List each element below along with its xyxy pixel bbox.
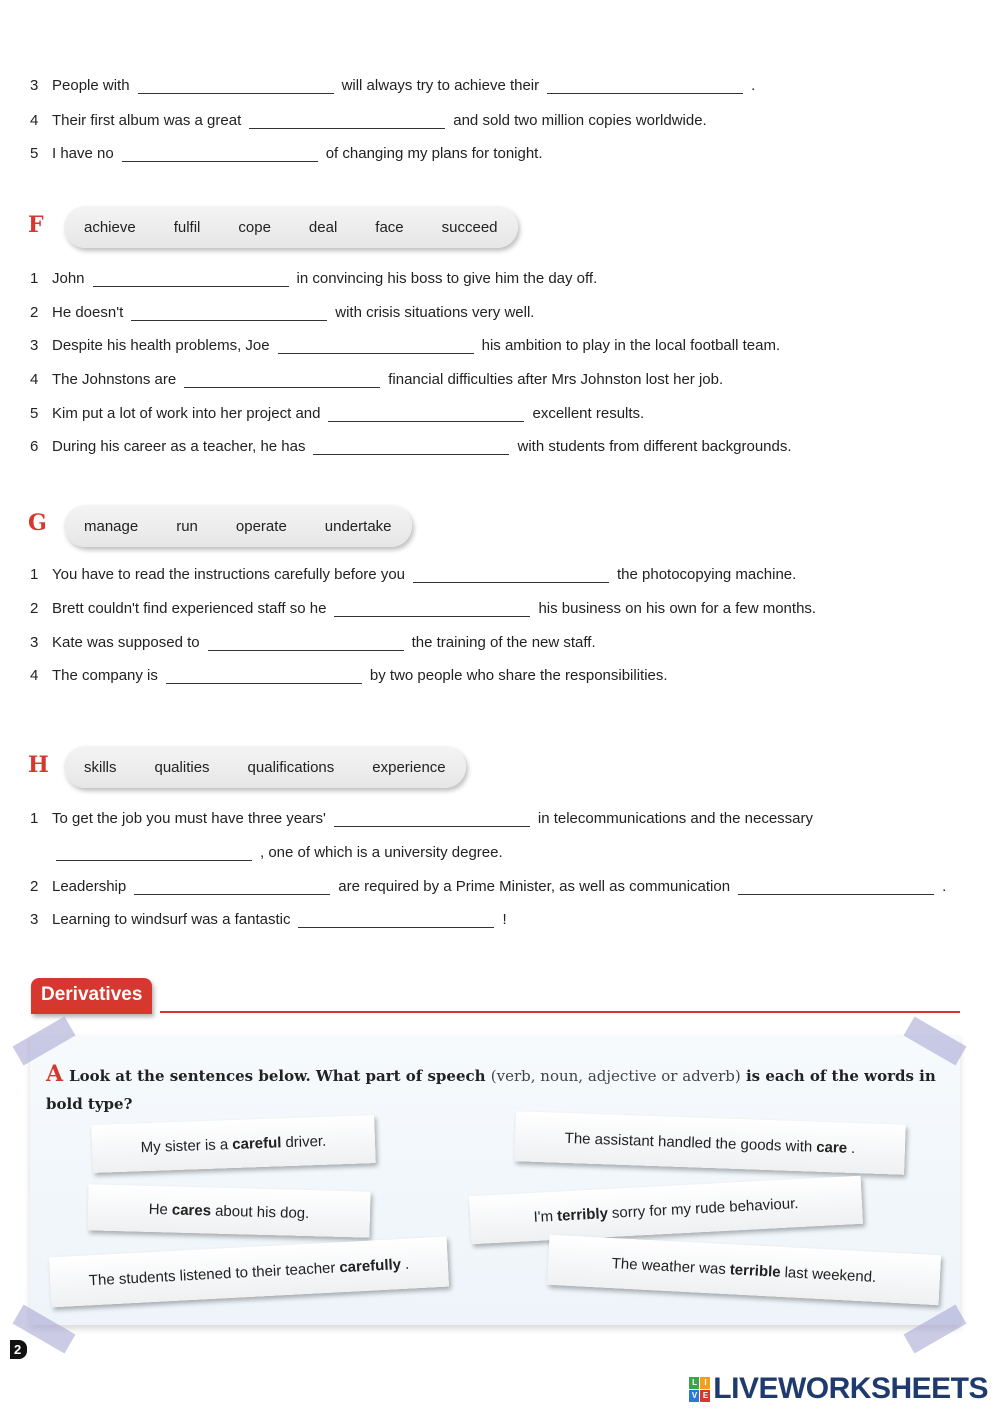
item-number: 3: [30, 337, 39, 354]
sentence-text: You have to read the instructions carefully before you: [52, 566, 405, 583]
sentence-text: The Johnstons are: [52, 371, 177, 388]
item-number: 2: [30, 304, 39, 321]
sentence-text: financial difficulties after Mrs Johnston lost her job.: [388, 371, 724, 388]
word-option: operate: [235, 517, 287, 535]
bold-word: careful: [231, 1133, 282, 1153]
exercise-line: [52, 841, 507, 861]
word-option: undertake: [324, 517, 392, 535]
sentence-text: Brett couldn't find experienced staff so he: [52, 600, 327, 617]
bold-word: terrible: [729, 1260, 782, 1281]
sentence-text: his ambition to play in the local football team.: [481, 337, 781, 354]
card-text: driver.: [285, 1132, 327, 1151]
card-text: He: [148, 1200, 169, 1218]
word-box-g: [64, 505, 412, 547]
item-number: 2: [30, 600, 39, 617]
sentence-text: .: [942, 878, 947, 895]
sentence-text: The company is: [52, 667, 158, 684]
bold-word: terribly: [556, 1204, 609, 1225]
answer-blank[interactable]: [138, 79, 334, 94]
sentence-text: of changing my plans for tonight.: [325, 145, 543, 162]
word-option: face: [375, 218, 404, 236]
sentence-text: To get the job you must have three years': [52, 810, 326, 827]
bold-word: carefully: [338, 1255, 402, 1276]
word-option: qualifications: [247, 758, 335, 776]
exercise-line: [30, 908, 511, 928]
sentence-card: [91, 1115, 376, 1173]
sentence-text: Learning to windsurf was a fantastic: [52, 911, 291, 928]
instruction-text: Look at the sentences below. What part of speech: [69, 1067, 486, 1085]
page-number: 2: [10, 1340, 27, 1359]
sentence-text: his business on his own for a few months.: [538, 600, 817, 617]
instruction-options: (verb, noun, adjective or adverb): [490, 1067, 741, 1085]
section-divider: [160, 1011, 960, 1013]
sentence-text: the training of the new staff.: [411, 634, 596, 651]
sentence-text: in convincing his boss to give him the day off.: [296, 270, 598, 287]
instruction-text: is each of the words in bold type?: [46, 1067, 936, 1113]
exercise-line: [30, 368, 727, 388]
exercise-line: [30, 267, 601, 287]
sentence-text: Their first album was a great: [52, 112, 242, 129]
card-text: .: [850, 1139, 856, 1157]
answer-blank[interactable]: [298, 913, 494, 928]
exercise-line: [30, 875, 950, 895]
sentence-text: by two people who share the responsibilities.: [369, 667, 668, 684]
sentence-text: will always try to achieve their: [341, 77, 540, 94]
item-number: 1: [30, 566, 39, 583]
word-option: skills: [84, 758, 117, 776]
answer-blank[interactable]: [208, 636, 404, 651]
exercise-line: [30, 334, 784, 354]
item-number: 5: [30, 405, 39, 422]
exercise-line: [30, 597, 820, 617]
word-box-f: [64, 206, 518, 248]
bold-word: cares: [171, 1201, 212, 1220]
answer-blank[interactable]: [328, 407, 524, 422]
sentence-text: !: [502, 911, 507, 928]
card-text: sorry for my rude behaviour.: [611, 1194, 799, 1222]
answer-blank[interactable]: [122, 147, 318, 162]
word-option: succeed: [441, 218, 498, 236]
word-option: experience: [372, 758, 446, 776]
exercise-line: [30, 142, 547, 162]
section-letter-f: F: [28, 212, 44, 238]
exercise-line: [30, 807, 817, 827]
sentence-text: .: [751, 77, 756, 94]
item-number: 3: [30, 77, 39, 94]
exercise-line: [30, 74, 759, 94]
sentence-text: excellent results.: [532, 405, 645, 422]
item-number: 3: [30, 911, 39, 928]
sentence-text: , one of which is a university degree.: [260, 844, 503, 861]
exercise-line: [30, 301, 538, 321]
answer-blank[interactable]: [313, 440, 509, 455]
card-text: The weather was: [611, 1254, 727, 1278]
section-letter-g: G: [28, 510, 47, 536]
word-option: run: [176, 517, 198, 535]
sentence-text: I have no: [52, 145, 114, 162]
item-number: 1: [30, 270, 39, 287]
sentence-text: John: [52, 270, 85, 287]
sentence-card: [87, 1184, 370, 1237]
card-text: The students listened to their teacher: [88, 1258, 336, 1289]
item-number: 2: [30, 878, 39, 895]
item-number: 4: [30, 667, 39, 684]
sentence-text: During his career as a teacher, he has: [52, 438, 306, 455]
item-number: 5: [30, 145, 39, 162]
word-option: manage: [84, 517, 139, 535]
item-number: 6: [30, 438, 39, 455]
exercise-line: [30, 435, 796, 455]
logo-text: LIVEWORKSHEETS: [713, 1372, 988, 1405]
card-text: about his dog.: [214, 1202, 310, 1222]
sentence-text: People with: [52, 77, 130, 94]
exercise-line: [30, 664, 672, 684]
sentence-text: the photocopying machine.: [617, 566, 797, 583]
exercise-line: [30, 402, 648, 422]
answer-blank[interactable]: [334, 812, 530, 827]
sentence-text: in telecommunications and the necessary: [537, 810, 814, 827]
answer-blank[interactable]: [249, 114, 445, 129]
liveworksheets-logo: [689, 1372, 988, 1406]
card-text: My sister is a: [140, 1135, 229, 1156]
exercise-line: [30, 109, 711, 129]
sentence-text: Kate was supposed to: [52, 634, 200, 651]
sentence-text: with crisis situations very well.: [335, 304, 535, 321]
derivatives-heading: Derivatives: [31, 978, 152, 1014]
item-number: 4: [30, 112, 39, 129]
answer-blank[interactable]: [134, 880, 330, 895]
answer-blank[interactable]: [547, 79, 743, 94]
instruction-a: [46, 1060, 946, 1118]
answer-blank[interactable]: [413, 568, 609, 583]
bold-word: care: [815, 1138, 848, 1157]
sentence-text: are required by a Prime Minister, as well as communication: [338, 878, 731, 895]
answer-blank[interactable]: [166, 669, 362, 684]
item-number: 4: [30, 371, 39, 388]
card-text: The assistant handled the goods with: [564, 1129, 813, 1156]
exercise-letter: A: [46, 1061, 64, 1087]
exercise-line: [30, 563, 800, 583]
logo-icon: L I V E: [689, 1377, 710, 1402]
sentence-text: Leadership: [52, 878, 127, 895]
item-number: 3: [30, 634, 39, 651]
word-option: fulfil: [173, 218, 201, 236]
word-option: cope: [238, 218, 271, 236]
card-text: I'm: [533, 1207, 554, 1226]
answer-blank[interactable]: [278, 339, 474, 354]
sentence-text: and sold two million copies worldwide.: [453, 112, 707, 129]
item-number: 1: [30, 810, 39, 827]
card-text: last weekend.: [784, 1263, 877, 1286]
word-option: achieve: [84, 218, 136, 236]
sentence-text: Despite his health problems, Joe: [52, 337, 270, 354]
answer-blank[interactable]: [56, 846, 252, 861]
exercise-line: [30, 631, 600, 651]
word-box-h: [64, 746, 466, 788]
answer-blank[interactable]: [738, 880, 934, 895]
answer-blank[interactable]: [93, 272, 289, 287]
card-text: .: [404, 1255, 410, 1273]
answer-blank[interactable]: [184, 373, 380, 388]
answer-blank[interactable]: [334, 602, 530, 617]
answer-blank[interactable]: [131, 306, 327, 321]
word-option: qualities: [154, 758, 210, 776]
sentence-text: He doesn't: [52, 304, 124, 321]
sentence-text: with students from different backgrounds.: [517, 438, 792, 455]
word-option: deal: [308, 218, 338, 236]
section-letter-h: H: [28, 752, 49, 778]
sentence-text: Kim put a lot of work into her project and: [52, 405, 321, 422]
